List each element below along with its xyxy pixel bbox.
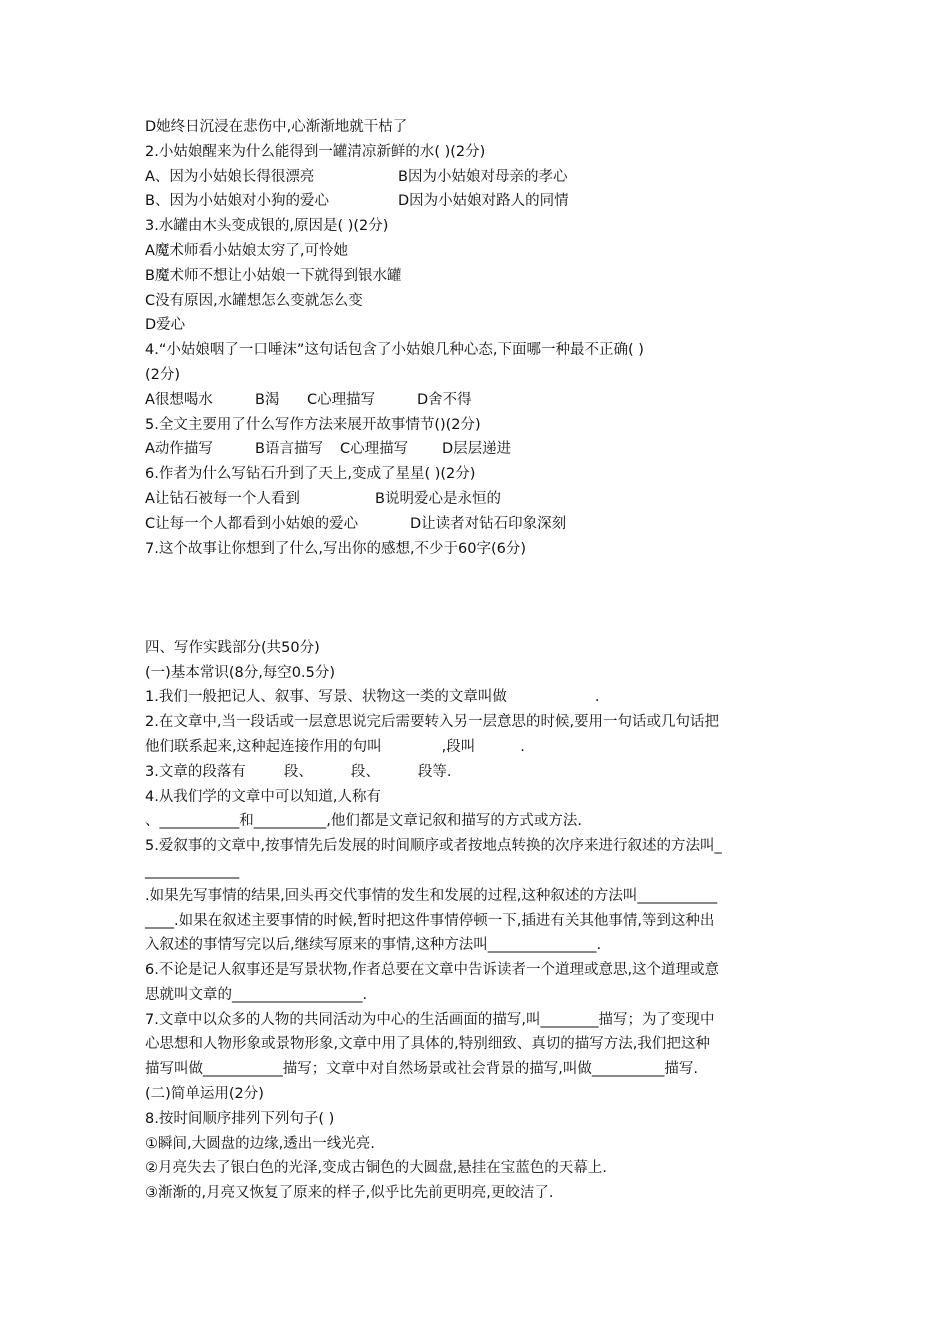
w-q1 (145, 685, 805, 710)
w-q2-line2 (145, 735, 805, 760)
w-q5-line5: 入叙述的事情写完以后,继续写原来的事情,这种方法叫_______________. (145, 937, 602, 954)
w-q3-part-d: 段等. (417, 763, 452, 780)
q6-option-a: A让钻石被每一个人看到 (145, 490, 300, 507)
q4-stem: 4.“小姑娘咽了一口唾沫”这句话包含了小姑娘几种心态,下面哪一种最不正确( ) (145, 342, 644, 359)
w-q6-line2: 思就叫文章的__________________. (145, 986, 368, 1003)
w-q2-part-c: . (520, 738, 525, 755)
document-page (145, 115, 805, 1206)
q4-option-c: C心理描写 (307, 391, 376, 408)
w-q6-line1: 6.不论是记人叙事还是写景状物,作者总要在文章中告诉读者一个道理或意思,这个道理或意 (145, 962, 720, 979)
q2-options-row1 (145, 165, 805, 190)
w-q7-line3: 描写叫做___________描写；文章中对自然场景或社会背景的描写,叫做__________描写. (145, 1061, 698, 1078)
q5-option-d: D层层递进 (442, 441, 512, 458)
q6-option-d: D让读者对钻石印象深刻 (410, 515, 567, 532)
q6-options-row2 (145, 512, 805, 537)
answer-space (145, 586, 805, 611)
answer-space (145, 561, 805, 586)
w-q5-line4: ____.如果在叙述主要事情的时候,暂时把这件事情停顿一下,插进有关其他事情,等到这种出 (145, 912, 715, 929)
q5-options (145, 437, 805, 462)
q2-option-a: A、因为小姑娘长得很漂亮 (145, 168, 315, 185)
w-q8-sentence-3: ③渐渐的,月亮又恢复了原来的样子,似乎比先前更明亮,更皎洁了. (145, 1185, 554, 1202)
q4-score: (2分) (145, 366, 181, 383)
q3-option-c: C没有原因,水罐想怎么变就怎么变 (145, 292, 363, 309)
q2-stem: 2.小姑娘醒来为什么能得到一罐清凉新鲜的水( )(2分) (145, 143, 486, 160)
w-q8-sentence-2: ②月亮失去了银白色的光泽,变成古铜色的大圆盘,悬挂在宝蓝色的天幕上. (145, 1160, 607, 1177)
basic-knowledge-title: (一)基本常识(8分,每空0.5分) (145, 664, 336, 681)
w-q1-text: 1.我们一般把记人、叙事、写景、状物这一类的文章叫做 (145, 689, 507, 706)
w-q4-line1: 4.从我们学的文章中可以知道,人称有 (145, 788, 381, 805)
q3-option-d: D爱心 (145, 317, 186, 334)
q2-option-c: B、因为小姑娘对小狗的爱心 (145, 193, 329, 210)
w-q5-line2: _____________ (145, 862, 240, 879)
q4-options (145, 388, 805, 413)
q4-option-b: B渴 (255, 391, 280, 408)
q5-option-b: B语言描写 (255, 441, 323, 458)
w-q4-line2: 、___________和__________,他们都是文章记叙和描写的方式或方法. (145, 813, 582, 830)
w-q5-line1: 5.爱叙事的文章中,按事情先后发展的时间顺序或者按地点转换的次序来进行叙述的方法叫_ (145, 838, 722, 855)
w-q2-part-b: ,段叫 (441, 738, 476, 755)
w-q3-part-b: 段、 (283, 763, 313, 780)
q6-option-b: B说明爱心是永恒的 (375, 490, 501, 507)
w-q8-sentence-1: ①瞬间,大圆盘的边缘,透出一线光亮. (145, 1135, 375, 1152)
q2-options-row2 (145, 189, 805, 214)
q5-option-a: A动作描写 (145, 441, 213, 458)
q4-option-a: A很想喝水 (145, 391, 213, 408)
q2-option-d: D因为小姑娘对路人的同情 (398, 193, 569, 210)
q6-stem: 6.作者为什么写钻石升到了天上,变成了星星( )(2分) (145, 466, 476, 483)
q4-option-d: D舍不得 (417, 391, 472, 408)
w-q2-part-a: 他们联系起来,这种起连接作用的句叫 (145, 738, 382, 755)
q5-stem: 5.全文主要用了什么写作方法来展开故事情节()(2分) (145, 416, 481, 433)
w-q7-line2: 心思想和人物形象或景物形象,文章中用了具体的,特别细致、真切的描写方法,我们把这种 (145, 1036, 710, 1053)
w-q5-line3: .如果先写事情的结果,回头再交代事情的发生和发展的过程,这种叙述的方法叫___________ (145, 887, 718, 904)
q3-option-a: A魔术师看小姑娘太穷了,可怜她 (145, 242, 349, 259)
w-q7-line1: 7.文章中以众多的人物的共同活动为中心的生活画面的描写,叫________描写；为了变现中 (145, 1011, 715, 1028)
q6-options-row1 (145, 487, 805, 512)
q5-option-c: C心理描写 (340, 441, 409, 458)
w-q2-line1: 2.在文章中,当一段话或一层意思说完后需要转入另一层意思的时候,要用一句话或几句话把 (145, 714, 720, 731)
answer-space (145, 611, 805, 636)
q6-option-c: C让每一个人都看到小姑娘的爱心 (145, 515, 359, 532)
q2-option-b: B因为小姑娘对母亲的孝心 (398, 168, 568, 185)
section-four-title: 四、写作实践部分(共50分) (145, 639, 320, 656)
w-q3-part-c: 段、 (350, 763, 380, 780)
w-q1-end: . (594, 689, 600, 706)
w-q3 (145, 760, 805, 785)
q3-stem: 3.水罐由木头变成银的,原因是( )(2分) (145, 218, 389, 235)
w-q8-stem: 8.按时间顺序排列下列句子( ) (145, 1110, 335, 1127)
w-q3-part-a: 3.文章的段落有 (145, 763, 246, 780)
q1-option-d: D她终日沉浸在悲伤中,心渐渐地就干枯了 (145, 119, 408, 135)
q7-prompt: 7.这个故事让你想到了什么,写出你的感想,不少于60字(6分) (145, 540, 527, 557)
q3-option-b: B魔术师不想让小姑娘一下就得到银水罐 (145, 267, 402, 284)
simple-application-title: (二)简单运用(2分) (145, 1086, 264, 1103)
